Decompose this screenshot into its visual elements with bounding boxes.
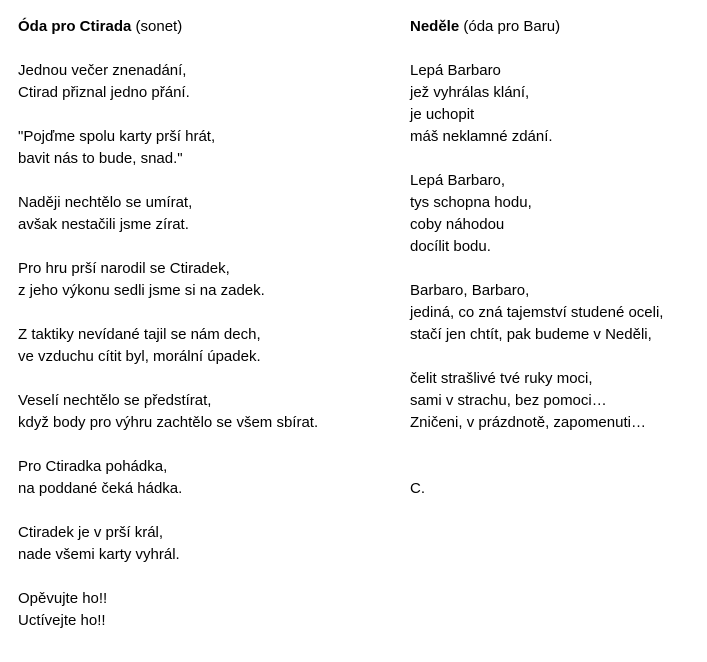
left-stanza-4 — [18, 258, 318, 302]
poem-line: Veselí nechtělo se předstírat, — [18, 392, 212, 409]
signature: C. — [410, 480, 425, 497]
poem-line: tys schopna hodu, — [410, 194, 532, 211]
poem-line: Naději nechtělo se umírat, — [18, 194, 193, 211]
poem-line: z jeho výkonu sedli jsme si na zadek. — [18, 282, 265, 299]
poem-line: nade všemi karty vyhrál. — [18, 546, 180, 563]
poem-line: Lepá Barbaro — [410, 62, 501, 79]
right-poem-title-rest: (óda pro Baru) — [459, 18, 561, 35]
poem-line: na poddané čeká hádka. — [18, 480, 183, 497]
left-poem-title-bold: Óda pro Ctirada — [18, 18, 132, 35]
poem-line: ve vzduchu cítit byl, morální úpadek. — [18, 348, 261, 365]
poem-line: Jednou večer znenadání, — [18, 62, 187, 79]
right-poem-title — [410, 16, 663, 38]
left-poem — [18, 16, 318, 632]
right-stanza-1 — [410, 60, 663, 148]
poem-line: avšak nestačili jsme zírat. — [18, 216, 189, 233]
poem-line: čelit strašlivé tvé ruky moci, — [410, 370, 593, 387]
poem-line: sami v strachu, bez pomoci… — [410, 392, 607, 409]
right-stanza-2 — [410, 170, 663, 258]
poem-line: Uctívejte ho!! — [18, 612, 106, 629]
poem-line: stačí jen chtít, pak budeme v Neděli, — [410, 326, 652, 343]
left-stanza-7 — [18, 456, 318, 500]
left-stanza-9 — [18, 588, 318, 632]
poem-line: Lepá Barbaro, — [410, 172, 506, 189]
left-stanza-1 — [18, 60, 318, 104]
poem-line: když body pro výhru zachtělo se všem sbírat. — [18, 414, 319, 431]
poem-line: Ctirad přiznal jedno přání. — [18, 84, 190, 101]
poem-line: Ctiradek je v prší král, — [18, 524, 164, 541]
poem-line: Zničeni, v prázdnotě, zapomenuti… — [410, 414, 646, 431]
left-stanza-8 — [18, 522, 318, 566]
poem-line: docílit bodu. — [410, 238, 491, 255]
left-stanza-2 — [18, 126, 318, 170]
right-stanza-4 — [410, 368, 663, 434]
right-poem-title-bold: Neděle — [410, 18, 460, 35]
poem-line: Pro Ctiradka pohádka, — [18, 458, 168, 475]
poem-line: bavit nás to bude, snad." — [18, 150, 183, 167]
poem-line: Barbaro, Barbaro, — [410, 282, 530, 299]
poem-line: jež vyhrálas klání, — [410, 84, 530, 101]
right-stanza-3 — [410, 280, 663, 346]
poem-line: "Pojďme spolu karty prší hrát, — [18, 128, 216, 145]
left-stanza-3 — [18, 192, 318, 236]
left-poem-title-rest: (sonet) — [131, 18, 183, 35]
poem-line: Z taktiky nevídané tajil se nám dech, — [18, 326, 261, 343]
poem-line: jediná, co zná tajemství studené oceli, — [410, 304, 664, 321]
poem-line: máš neklamné zdání. — [410, 128, 553, 145]
poem-line: coby náhodou — [410, 216, 505, 233]
poem-line: Pro hru prší narodil se Ctiradek, — [18, 260, 230, 277]
poem-line: je uchopit — [410, 106, 475, 123]
left-stanza-5 — [18, 324, 318, 368]
right-poem — [410, 16, 663, 500]
left-poem-title — [18, 16, 318, 38]
left-stanza-6 — [18, 390, 318, 434]
poem-line: Opěvujte ho!! — [18, 590, 108, 607]
